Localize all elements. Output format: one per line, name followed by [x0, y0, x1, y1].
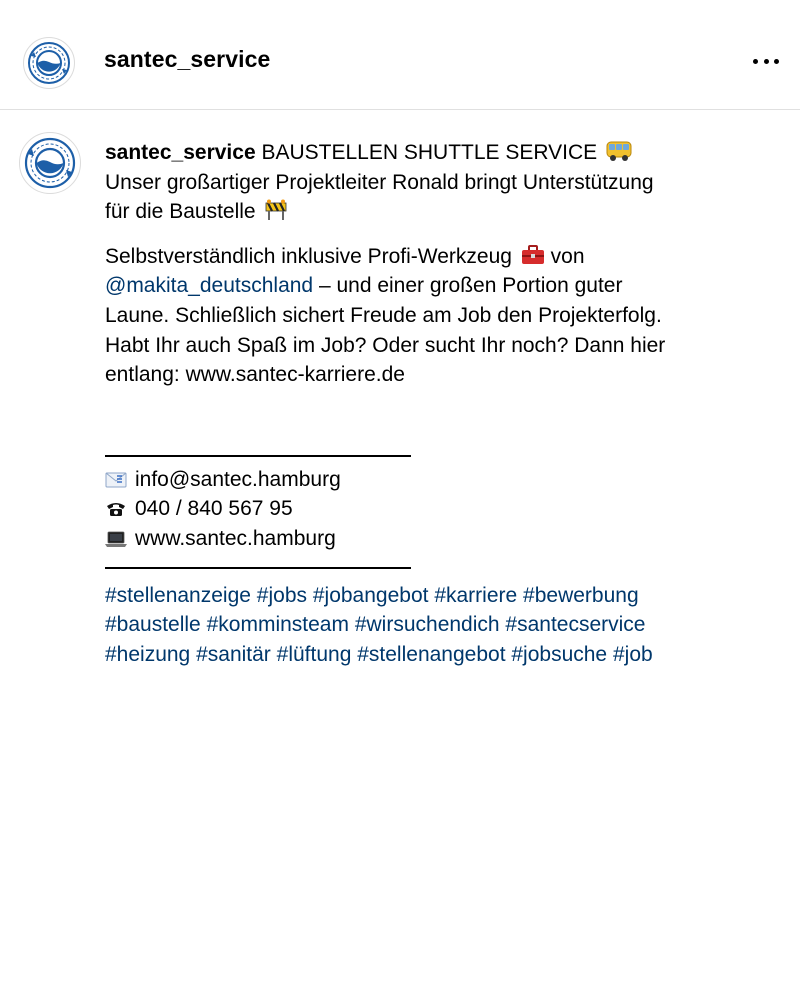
hashtag-link[interactable]: #jobsuche [511, 642, 608, 666]
hashtag-link[interactable]: #bewerbung [523, 583, 639, 607]
contact-phone-line [105, 494, 785, 524]
caption-intro [105, 138, 785, 227]
more-horizontal-icon-dot [764, 59, 769, 64]
contact-email: info@santec.hamburg [135, 467, 341, 491]
contact-block [105, 465, 785, 554]
santec-logo-icon [24, 38, 74, 88]
telephone-icon [105, 500, 129, 518]
hashtag-link[interactable]: #jobangebot [312, 583, 429, 607]
caption-intro-line1: Unser großartiger Projektleiter Ronald bringt Unterstützung [105, 170, 654, 194]
header-username[interactable]: santec_service [104, 46, 271, 72]
more-options-button[interactable] [748, 48, 784, 74]
mention-link[interactable]: @makita_deutschland [105, 274, 314, 298]
hashtag-link[interactable]: #wirsuchendich [354, 613, 500, 637]
toolbox-icon [521, 244, 545, 266]
hashtag-link[interactable]: #lüftung [276, 642, 352, 666]
caption-intro-line2: für die Baustelle [105, 200, 256, 224]
post-caption [105, 138, 785, 669]
hashtag-link[interactable]: #sanitär [196, 642, 271, 666]
avatar[interactable] [23, 37, 75, 89]
santec-logo-icon [20, 133, 80, 193]
hashtag-line [105, 581, 785, 611]
hashtag-link[interactable]: #stellenanzeige [105, 583, 251, 607]
hashtag-block [105, 581, 785, 670]
caption-body-line4: Habt Ihr auch Spaß im Job? Oder sucht Ihr noch? Dann hier [105, 333, 666, 357]
caption-avatar[interactable] [19, 132, 81, 194]
hashtag-link[interactable]: #baustelle [105, 613, 201, 637]
contact-web-line [105, 524, 785, 554]
hashtag-link[interactable]: #stellenangebot [357, 642, 506, 666]
hashtag-line [105, 610, 785, 640]
spacer [105, 405, 785, 449]
divider [105, 567, 411, 569]
caption-body-line1-end: von [550, 244, 585, 268]
post-header [0, 0, 800, 110]
caption-body [105, 242, 785, 390]
construction-barrier-icon [264, 199, 288, 221]
envelope-icon [105, 471, 129, 489]
caption-body-line2: – und einer großen Portion guter [318, 274, 623, 298]
laptop-icon [105, 530, 129, 548]
contact-phone: 040 / 840 567 95 [135, 497, 293, 521]
more-horizontal-icon-dot [774, 59, 779, 64]
contact-web: www.santec.hamburg [135, 526, 336, 550]
hashtag-link[interactable]: #santecservice [505, 613, 646, 637]
hashtag-link[interactable]: #komminsteam [206, 613, 349, 637]
hashtag-line [105, 640, 785, 670]
minibus-icon [606, 140, 632, 162]
caption-body-line1: Selbstverständlich inklusive Profi-Werkzeug [105, 244, 512, 268]
caption-body-line5: entlang: www.santec-karriere.de [105, 363, 405, 387]
more-horizontal-icon [753, 59, 758, 64]
caption-body-line3: Laune. Schließlich sichert Freude am Job den Projekterfolg. [105, 303, 662, 327]
hashtag-link[interactable]: #job [612, 642, 653, 666]
hashtag-link[interactable]: #karriere [434, 583, 518, 607]
hashtag-link[interactable]: #heizung [105, 642, 191, 666]
hashtag-link[interactable]: #jobs [256, 583, 307, 607]
divider [105, 455, 411, 457]
caption-title: BAUSTELLEN SHUTTLE SERVICE [261, 141, 598, 164]
caption-username[interactable]: santec_service [105, 141, 256, 164]
contact-email-line [105, 465, 785, 495]
